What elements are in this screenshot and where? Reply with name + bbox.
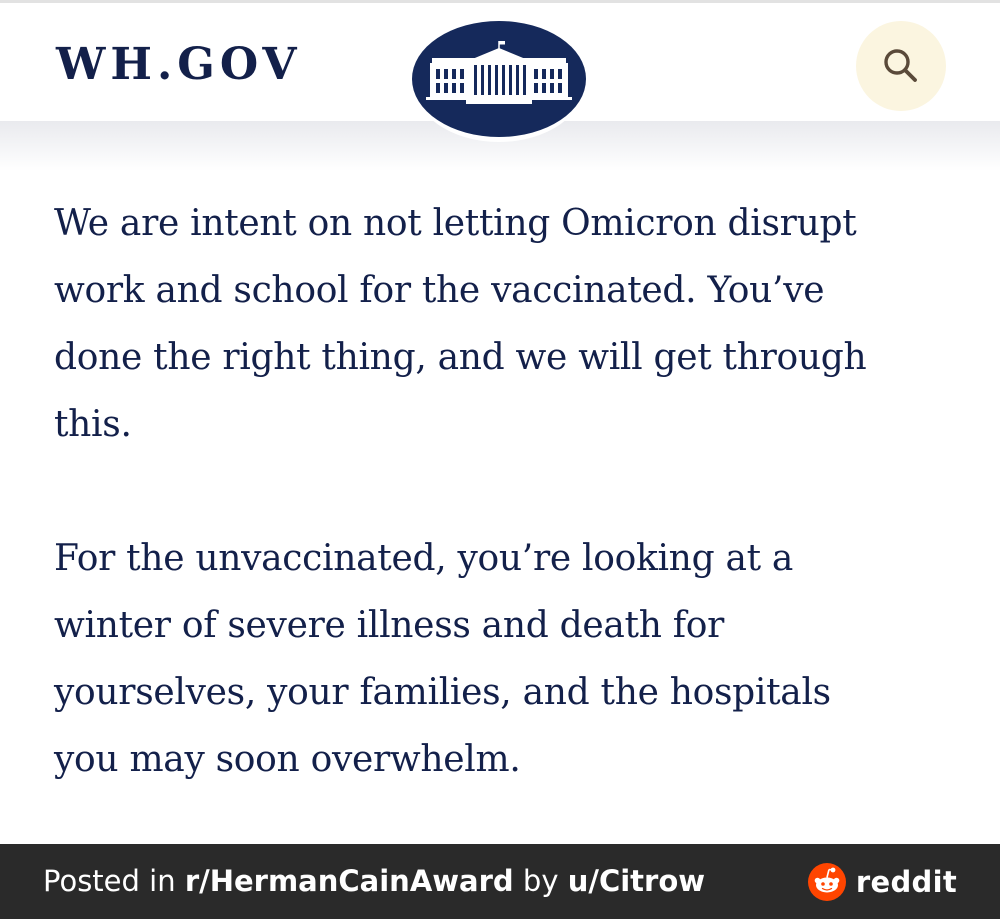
subreddit-link[interactable]: r/HermanCainAward	[184, 864, 514, 898]
posted-prefix: Posted in	[43, 864, 185, 898]
search-button[interactable]	[856, 21, 946, 111]
site-name[interactable]: WH.GOV	[56, 39, 302, 90]
paragraph-vaccinated: We are intent on not letting Omicron disrupt work and school for the vaccinated. You’ve done the right thing, and we will get through this.	[54, 203, 867, 445]
reddit-wordmark: reddit	[855, 864, 957, 899]
reddit-snoo-icon	[807, 862, 847, 902]
article-body	[54, 190, 954, 793]
paragraph-unvaccinated: For the unvaccinated, you’re looking at a winter of severe illness and death for yourselves, your families, and the hospitals you may soon overwhelm.	[54, 538, 831, 780]
reddit-attribution-bar	[0, 844, 1000, 919]
search-icon	[880, 45, 922, 87]
posted-in-line	[43, 844, 705, 919]
white-house-seal-icon[interactable]	[410, 19, 588, 143]
by-text: by	[513, 864, 568, 898]
reddit-brand[interactable]	[807, 844, 957, 919]
username-link[interactable]: u/Citrow	[567, 864, 706, 898]
